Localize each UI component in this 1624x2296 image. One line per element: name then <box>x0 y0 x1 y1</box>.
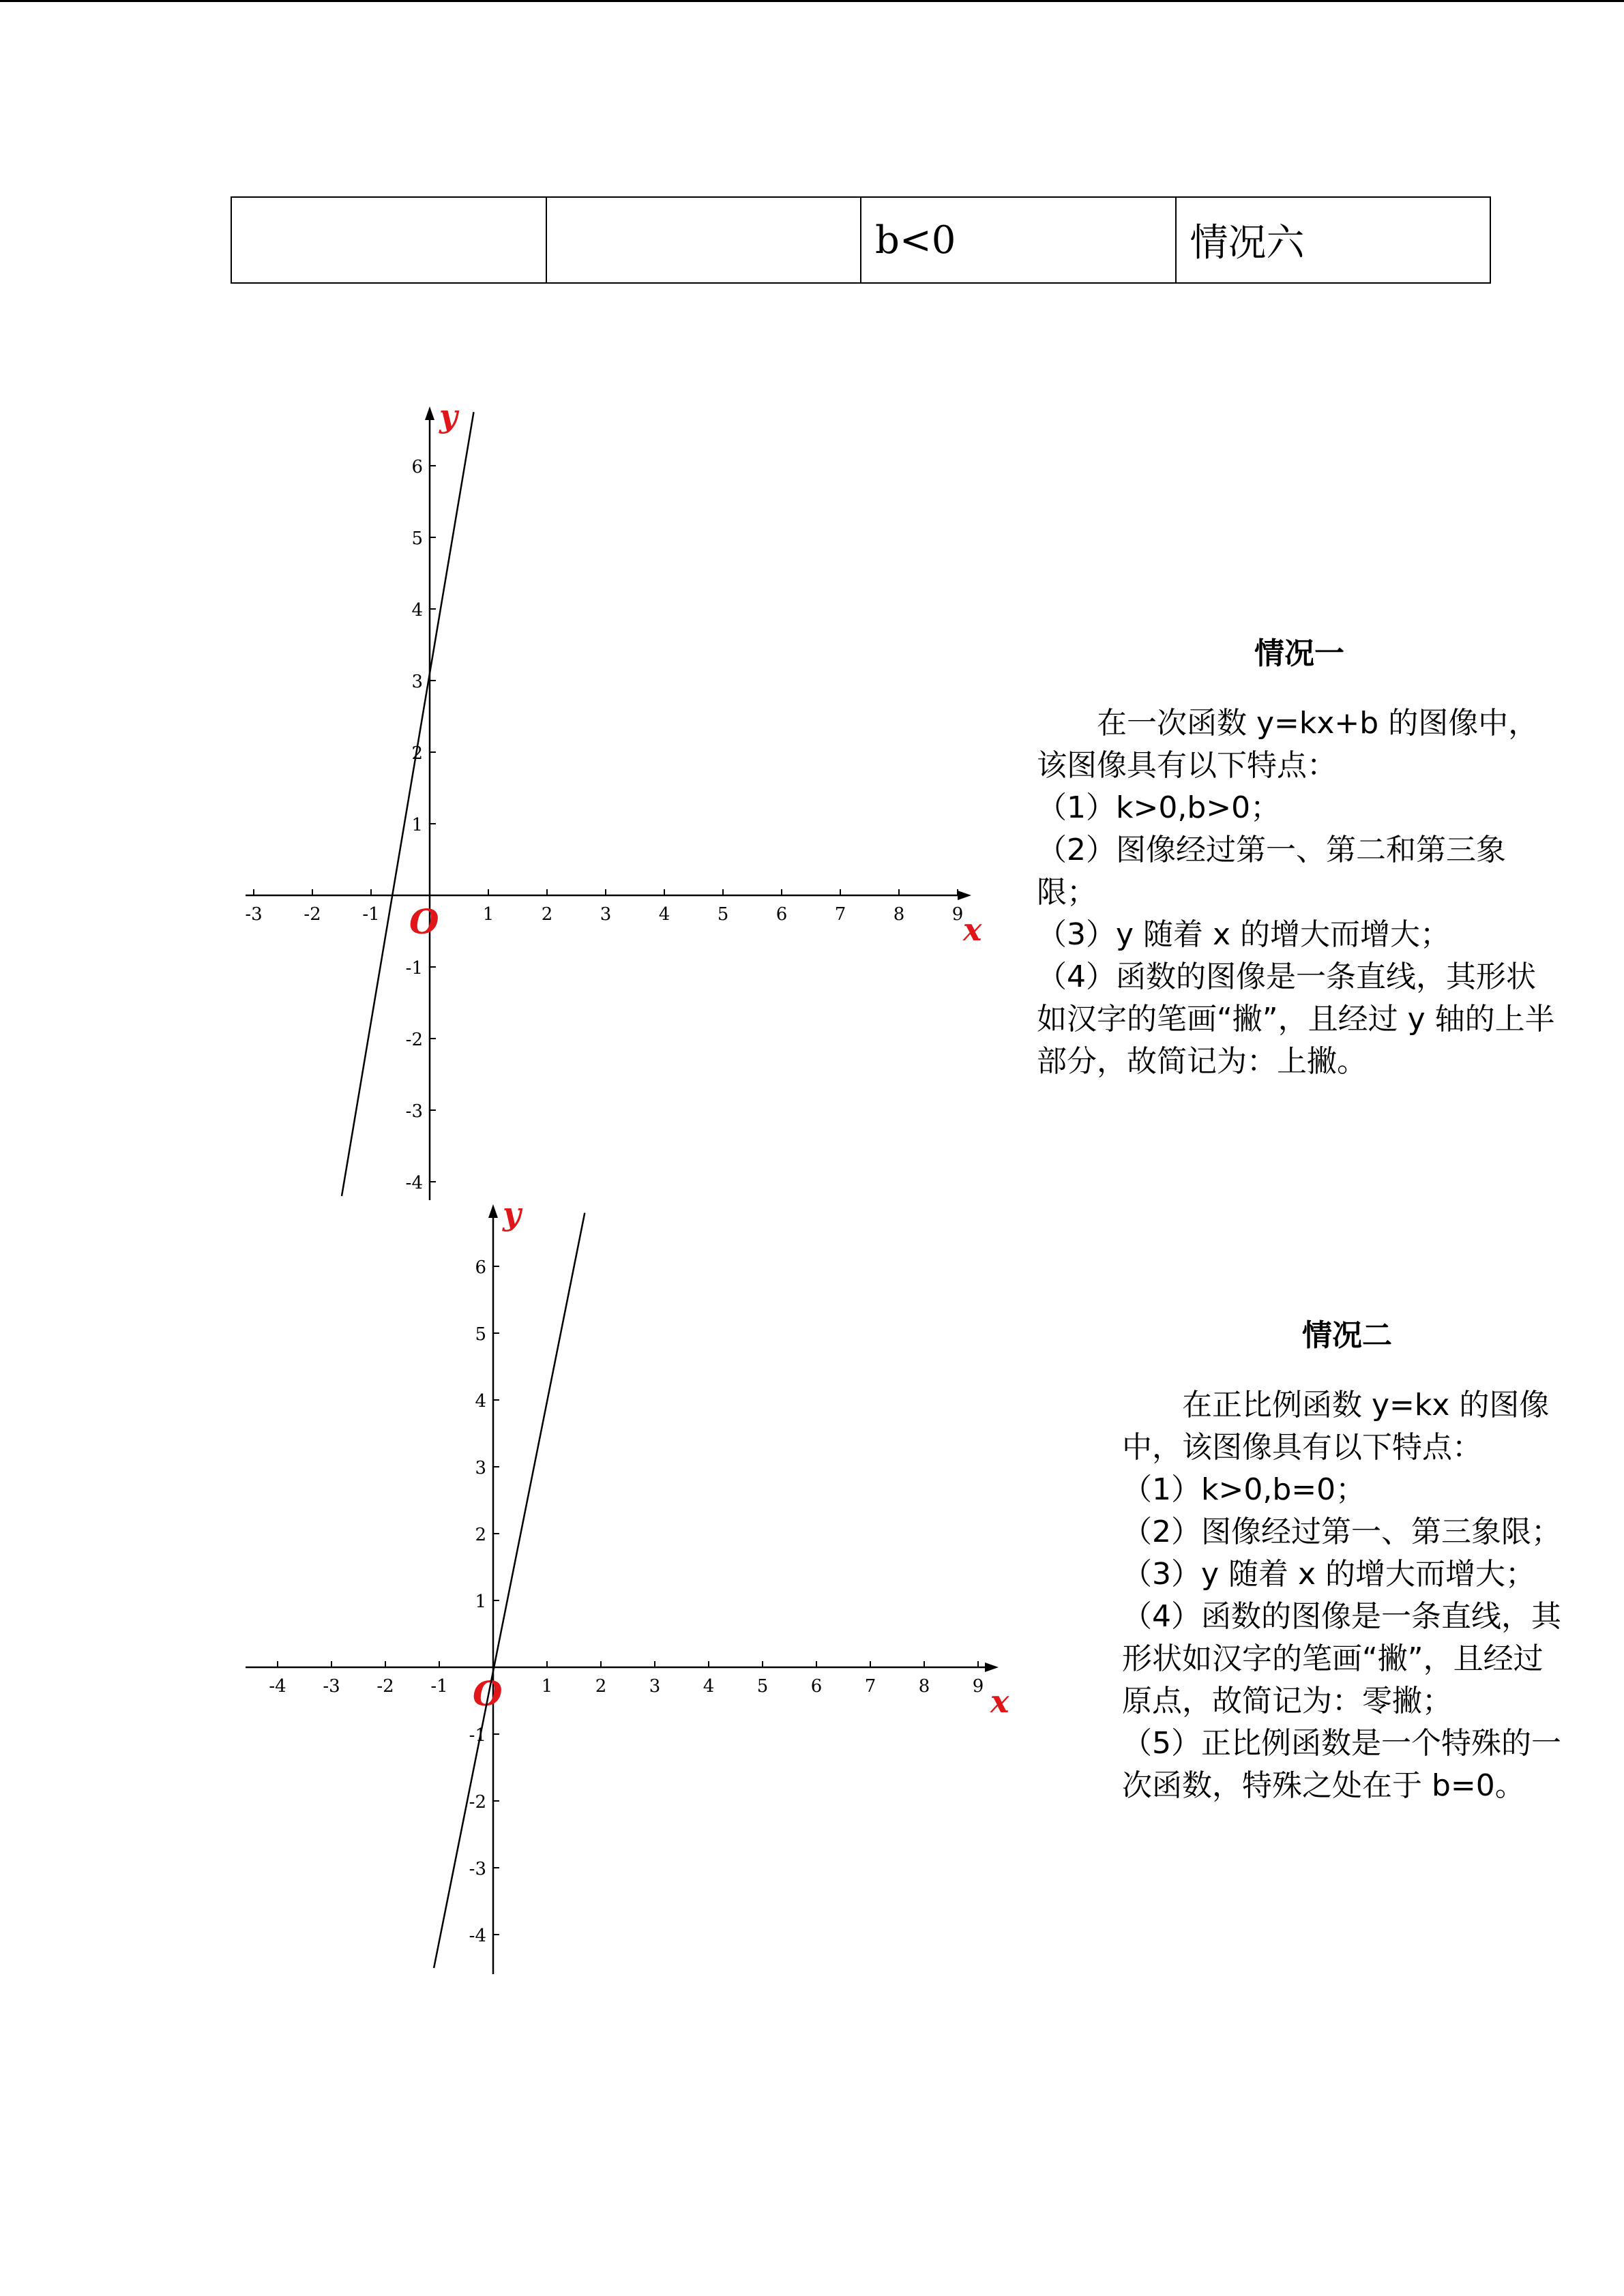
y-tick-label: 6 <box>475 1257 486 1278</box>
y-tick-label: -4 <box>469 1926 486 1946</box>
case-1-item-4: （4）函数的图像是一条直线，其形状如汉字的笔画“撇”，且经过 y 轴的上半部分，故简记为：上撇。 <box>1037 959 1555 1079</box>
coordinate-plane-1 <box>232 398 996 1200</box>
x-tick-label: 9 <box>972 1676 984 1697</box>
x-tick-label: 7 <box>864 1676 876 1697</box>
y-tick-label: 3 <box>411 672 423 692</box>
x-tick-label: 2 <box>595 1676 607 1697</box>
function-line <box>342 412 474 1196</box>
x-tick-label: -1 <box>362 904 380 925</box>
origin-label: O <box>409 901 439 942</box>
x-tick-label: 2 <box>541 904 553 925</box>
case-2-item-3: （3）y 随着 x 的增大而增大； <box>1122 1557 1536 1592</box>
x-tick-label: 3 <box>600 904 612 925</box>
table-cell-case: 情况六 <box>1176 197 1491 283</box>
x-tick-label: -2 <box>304 904 321 925</box>
x-tick-label: 5 <box>717 904 729 925</box>
y-axis-arrow <box>425 406 434 420</box>
x-tick-label: 7 <box>834 904 846 925</box>
case-2-title: 情况二 <box>1302 1318 1392 1353</box>
x-tick-label: 6 <box>810 1676 823 1697</box>
case-1-item-3: （3）y 随着 x 的增大而增大； <box>1037 917 1451 952</box>
x-axis-label: x <box>963 911 982 948</box>
y-tick-label: 1 <box>475 1592 486 1612</box>
case-2-item-2: （2）图像经过第一、第三象限； <box>1122 1515 1561 1549</box>
top-border <box>0 0 1624 2</box>
x-tick-label: -4 <box>269 1676 286 1697</box>
x-tick-label: 3 <box>649 1676 661 1697</box>
x-tick-label: 5 <box>756 1676 769 1697</box>
x-axis-arrow <box>958 891 971 900</box>
case-1-title: 情况一 <box>1254 636 1344 671</box>
case-1-item-2: （2）图像经过第一、第二和第三象限； <box>1037 833 1506 910</box>
y-tick-label: -1 <box>469 1725 486 1746</box>
y-tick-label: -1 <box>405 958 423 979</box>
y-tick-label: 1 <box>411 815 423 835</box>
y-tick-label: 5 <box>475 1324 486 1345</box>
y-tick-label: 3 <box>475 1458 486 1478</box>
y-tick-label: -2 <box>405 1030 423 1050</box>
x-axis-label: x <box>990 1683 1009 1720</box>
origin-label: O <box>473 1673 503 1714</box>
y-tick-label: 4 <box>475 1391 486 1412</box>
graph-case-1 <box>232 398 996 1200</box>
coordinate-plane-2 <box>232 1195 1009 1978</box>
x-tick-label: 1 <box>541 1676 553 1697</box>
y-axis-label: y <box>439 398 458 434</box>
x-axis-arrow <box>985 1663 999 1672</box>
table-row <box>231 197 1490 283</box>
x-tick-label: -3 <box>323 1676 340 1697</box>
x-tick-label: 6 <box>776 904 788 925</box>
x-tick-label: 9 <box>951 904 964 925</box>
y-tick-label: 4 <box>411 600 423 621</box>
y-axis-label: y <box>503 1195 521 1232</box>
x-tick-label: 4 <box>703 1676 715 1697</box>
graph-case-2 <box>232 1195 1009 1978</box>
table-cell-2 <box>546 197 861 283</box>
x-tick-label: -1 <box>430 1676 448 1697</box>
y-tick-label: 5 <box>411 528 423 549</box>
table-cell-condition: b<0 <box>861 197 1176 283</box>
x-tick-label: -3 <box>245 904 263 925</box>
case-1-item-1: （1）k>0,b>0； <box>1037 790 1281 825</box>
y-tick-label: 6 <box>411 457 423 477</box>
x-tick-label: 4 <box>658 904 670 925</box>
y-tick-label: 2 <box>475 1525 486 1545</box>
case-1-intro: 在一次函数 y=kx+b 的图像中，该图像具有以下特点： <box>1037 706 1539 783</box>
y-tick-label: 2 <box>411 743 423 764</box>
y-tick-label: -3 <box>469 1859 486 1879</box>
table-cell-1 <box>231 197 546 283</box>
x-tick-label: 8 <box>918 1676 930 1697</box>
y-tick-label: -2 <box>469 1792 486 1813</box>
y-tick-label: -4 <box>405 1173 423 1193</box>
case-2-intro: 在正比例函数 y=kx 的图像中，该图像具有以下特点： <box>1122 1388 1550 1465</box>
x-tick-label: 1 <box>482 904 494 925</box>
case-2-item-1: （1）k>0,b=0； <box>1122 1472 1366 1507</box>
case-1-description <box>1037 633 1562 1083</box>
x-tick-label: 8 <box>893 904 905 925</box>
case-2-item-4: （4）函数的图像是一条直线，其形状如汉字的笔画“撇”，且经过原点，故简记为：零撇； <box>1122 1599 1561 1718</box>
x-tick-label: -2 <box>377 1676 394 1697</box>
y-tick-label: -3 <box>405 1101 423 1122</box>
y-axis-arrow <box>488 1204 498 1218</box>
header-table <box>231 196 1491 284</box>
case-2-item-5: （5）正比例函数是一个特殊的一次函数，特殊之处在于 b=0。 <box>1122 1726 1561 1803</box>
case-2-description <box>1122 1315 1572 1807</box>
function-line <box>434 1213 585 1968</box>
